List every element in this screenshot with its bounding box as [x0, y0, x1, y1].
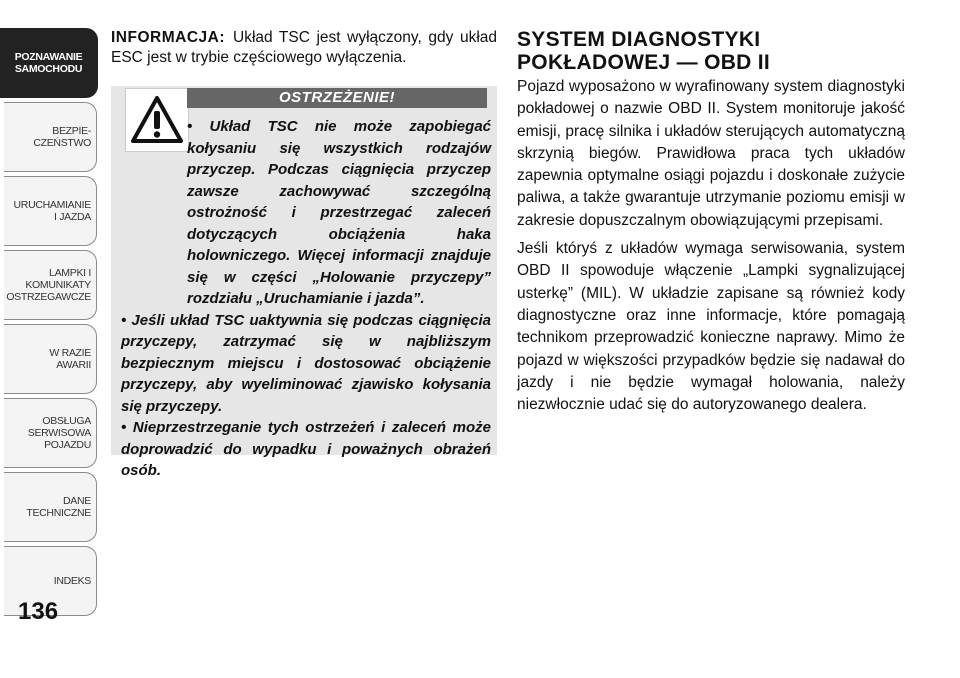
tab-w-razie-awarii[interactable]: W RAZIE AWARII: [4, 324, 97, 394]
info-label: INFORMACJA:: [111, 29, 225, 46]
tab-obsluga-serwisowa[interactable]: OBSŁUGA SERWISOWA POJAZDU: [4, 398, 97, 468]
info-note: [111, 28, 497, 68]
warning-item: • Nieprzestrzeganie tych ostrzeżeń i zaleceń może doprowadzić do wypadku i poważnych obrażeń osób.: [121, 419, 491, 479]
warning-box: [111, 86, 497, 479]
warning-title: OSTRZEŻENIE!: [187, 88, 487, 108]
tab-bezpieczenstwo[interactable]: BEZPIE- CZEŃSTWO: [4, 102, 97, 172]
warning-body: [121, 116, 491, 482]
tab-lampki-i-komunikaty[interactable]: LAMPKI I KOMUNIKATY OSTRZEGAWCZE: [4, 250, 97, 320]
tab-indeks[interactable]: INDEKS: [4, 546, 97, 616]
tab-dane-techniczne[interactable]: DANE TECHNICZNE: [4, 472, 97, 542]
section-paragraph: Jeśli któryś z układów wymaga serwisowania, system OBD II spowoduje włączenie „Lampki sygnalizującej usterkę” (MIL). W układzie zapisane są również kody diagnostyczne oraz inne informacje, które pomagają technikom przeprowadzić konieczne naprawy. Mimo że pojazd w większości przypadków będzie się nadawał do jazdy i nie będzie wymagał holowania, należy niezwłocznie udać się do autoryzowanego dealera.: [517, 240, 905, 414]
warning-item: • Jeśli układ TSC uaktywnia się podczas ciągnięcia przyczepy, zatrzymać się w najbliższym bezpiecznym miejscu i dostosować obciążenie przyczepy, aby wyeliminować zjawisko kołysania się przyczepy.: [121, 311, 491, 415]
tab-uruchamianie-i-jazda[interactable]: URUCHAMIANIE I JAZDA: [4, 176, 97, 246]
section-paragraph: Pojazd wyposażono w wyrafinowany system diagnostyki pokładowej o nazwie OBD II. System monitoruje jakość emisji, pracę silnika i układów sterujących automatyczną skrzynią biegów. Prawidłowa praca tych układów zapewnia optymalne osiągi pojazdu i doskonałe zużycie paliwa, a także gwarantuje utrzymanie poziomu emisji w zakresie dopuszczalnym obowiązującymi przepisami.: [517, 78, 905, 229]
warning-item: • Układ TSC nie może zapobiegać kołysaniu się wszystkich rodzajów przyczep. Podczas ciągnięcia przyczep zawsze zachowywać szczególną ostrożność i przestrzegać zaleceń dotyczących obciążenia haka holowniczego. Więcej informacji znajduje się w części „Holowanie przyczepy” rozdziału „Uruchamianie i jazda”.: [187, 118, 491, 307]
section-heading-line1: SYSTEM DIAGNOSTYKI: [517, 28, 761, 51]
page-number: 136: [18, 598, 59, 625]
section-heading: [517, 28, 905, 74]
section-heading-line2: POKŁADOWEJ — OBD II: [517, 51, 771, 74]
obd-section: [517, 28, 905, 416]
info-paragraph: [111, 28, 497, 68]
tab-poznawanie-samochodu[interactable]: POZNAWANIE SAMOCHODU: [0, 28, 98, 98]
info-text: Układ TSC jest wyłączony, gdy układ ESC jest w trybie częściowego wyłączenia.: [111, 29, 497, 66]
